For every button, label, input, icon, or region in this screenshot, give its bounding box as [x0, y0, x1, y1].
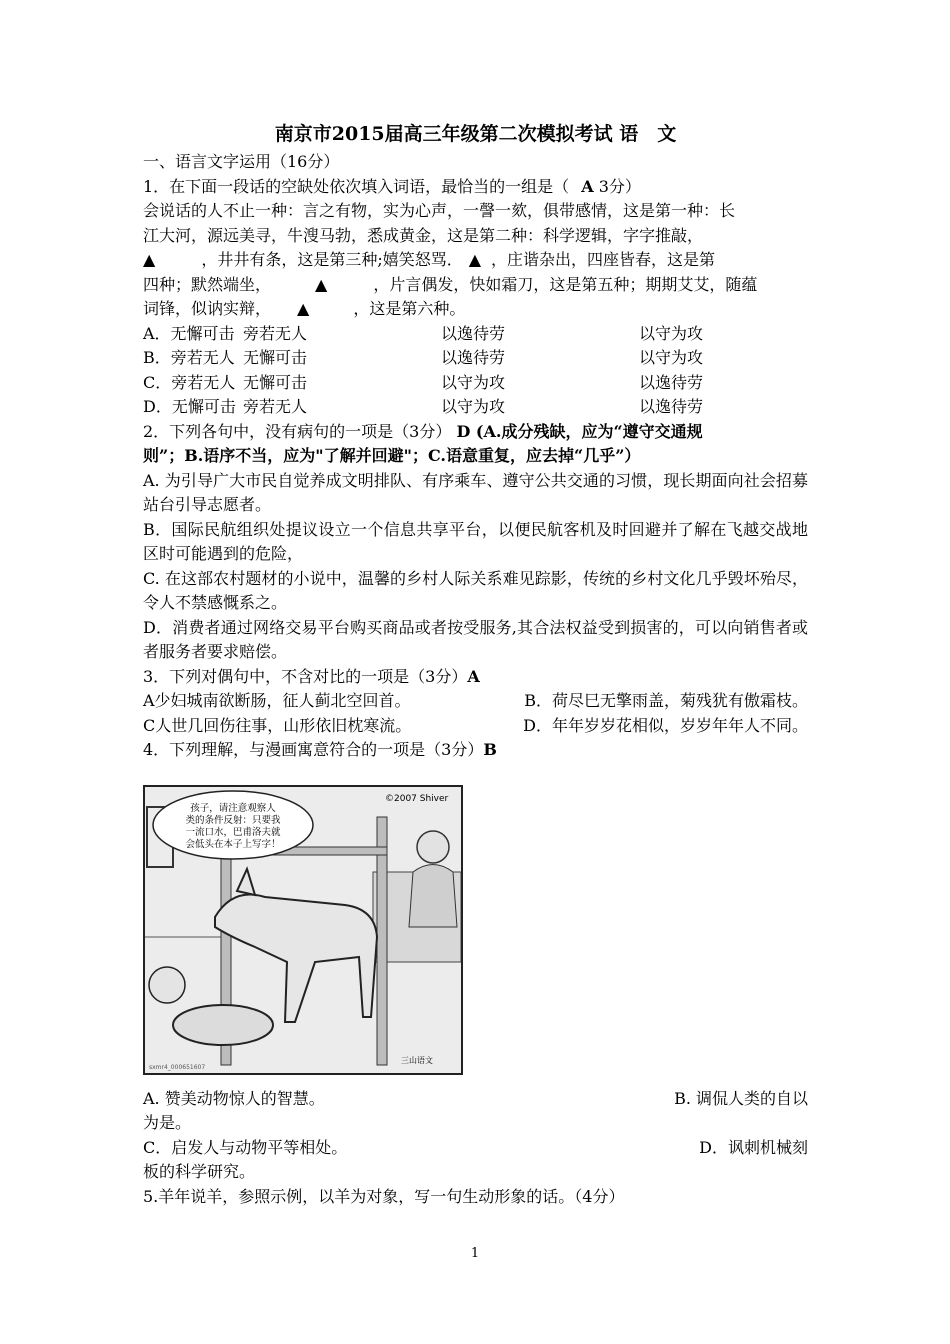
cartoon-signature: ©2007 Shiver — [385, 793, 449, 804]
q1-options: A．无懈可击 旁若无人 以逸待劳 以守为攻 B．旁若无人 无懈可击 以逸待劳 以守为攻 C．旁若无人 无懈可击 以守为攻 以逸待劳 D．无懈可击 旁若无人 以守为攻 以逸待劳 — [143, 322, 808, 420]
blank-marker: ▲ — [143, 250, 156, 269]
q3-option-a: A少妇城南欲断肠，征人蓟北空回首。 — [143, 691, 411, 710]
q3-answer: A — [467, 666, 480, 686]
cartoon-stamp: sxmr4_000651607 — [149, 1063, 206, 1071]
speech-text: 一流口水，巴甫洛夫就 — [185, 826, 281, 838]
q4-stem: 4．下列理解，与漫画寓意符合的一项是（3分）B — [143, 740, 497, 759]
q4-option-b: B. 调侃人类的自以 — [674, 1088, 808, 1108]
q4-option-a: A. 赞美动物惊人的智慧。 — [143, 1088, 325, 1108]
q2-answer-cont: 则”；B.语序不当，应为"了解并回避"；C.语意重复，应去掉“几乎”） — [143, 446, 641, 465]
cat-head — [149, 967, 185, 1003]
section-heading: 一、语言文字运用（16分） — [143, 152, 340, 171]
q1-option-b: B．旁若无人 — [143, 348, 235, 367]
q2-option-b: B．国际民航组织处提议设立一个信息共享平台，以便民航客机及时回避并了解在飞越交战地区时可能遇到的危险， — [143, 519, 808, 563]
q1-passage-line: 四种；默然端坐， ▲ ，片言偶发，快如霜刀，这是第五种；期期艾艾，随蕴 — [143, 274, 758, 294]
scientist-body — [409, 864, 457, 927]
blank-marker: ▲ — [315, 274, 328, 294]
document-page — [143, 118, 808, 1209]
cartoon-image — [143, 785, 463, 1075]
q1-passage-line: 词锋，似讷实辩， ▲ ，这是第六种。 — [143, 299, 466, 318]
speech-text: 类的条件反射：只要我 — [185, 814, 281, 826]
q4-option-b-cont: 为是。 — [143, 1113, 192, 1132]
q1-option-a: A．无懈可击 — [143, 323, 235, 343]
scientist-head — [417, 831, 449, 863]
q1-stem: 1．在下面一段话的空缺处依次填入词语，最恰当的一组是（ A 3分） — [143, 176, 641, 196]
q1-option-d: D．无懈可击 — [143, 397, 236, 416]
q4-options-row — [143, 1136, 808, 1161]
q4-option-d: D．讽刺机械刻 — [699, 1137, 808, 1157]
q4-answer: B — [483, 740, 497, 759]
q3-options-row — [143, 689, 808, 714]
q1-passage-line: 会说话的人不止一种：言之有物，实为心声，一謦一欬，俱带感情，这是第一种：长 — [143, 201, 736, 220]
q3-option-b: B．荷尽巳无擎雨盖，菊残犹有傲霜枝。 — [524, 691, 808, 710]
page-number: 1 — [470, 1246, 480, 1261]
q4-option-c: C．启发人与动物平等相处。 — [143, 1137, 348, 1157]
q4-option-d-cont: 板的科学研究。 — [143, 1162, 256, 1181]
water-bowl — [173, 1005, 273, 1045]
q2-option-d: D．消费者通过网络交易平台购买商品或者按受服务,其合法权益受到损害的，可以向销售者或者服务者要求赔偿。 — [143, 617, 808, 661]
q3-option-c: C人世几回伤往事，山形依旧枕寒流。 — [143, 715, 412, 735]
q1-passage-line: 江大河，源远美寻，牛溲马勃，悉成黄金，这是第二种：科学逻辑，字字推敲， — [143, 225, 704, 245]
q1-passage-line: ▲ ，井井有条，这是第三种;嬉笑怒骂． ▲ ，庄谐杂出，四座皆春，这是第 — [143, 250, 716, 269]
q3-option-d: D．年年岁岁花相似，岁岁年年人不同。 — [523, 715, 808, 735]
q5-stem: 5.羊年说羊，参照示例，以羊为对象，写一句生动形象的话。（4分） — [143, 1186, 625, 1206]
q3-options-row — [143, 714, 808, 739]
q4-options-row — [143, 1087, 808, 1112]
q2-answer: D (A.成分残缺，应为“遵守交通规 — [456, 421, 703, 441]
exam-title: 南京市2015届高三年级第二次模拟考试 语 文 — [274, 123, 677, 145]
blank-marker: ▲ — [297, 299, 310, 318]
q2-option-a: A. 为引导广大市民自觉养成文明排队、有序乘车、遵守公共交通的习惯，现长期面向社会招募站台引导志愿者。 — [143, 470, 808, 514]
q3-stem: 3．下列对偶句中，不含对比的一项是（3分）A — [143, 666, 480, 686]
q1-option-c: C．旁若无人 — [143, 372, 236, 392]
q2-stem: 2．下列各句中，没有病句的一项是（3分） D (A.成分残缺，应为“遵守交通规 — [143, 421, 703, 441]
q2-option-c: C. 在这部农村题材的小说中，温馨的乡村人际关系难见踪影，传统的乡村文化几乎毁坏殆尽，令人不禁感慨系之。 — [143, 568, 808, 612]
cartoon-corner-text: 三山语文 — [401, 1055, 433, 1065]
speech-text: 孩子，请注意观察人 — [190, 802, 276, 814]
q1-answer: A — [581, 176, 594, 196]
blank-marker: ▲ — [468, 250, 482, 269]
speech-text: 会低头在本子上写字！ — [185, 838, 281, 850]
